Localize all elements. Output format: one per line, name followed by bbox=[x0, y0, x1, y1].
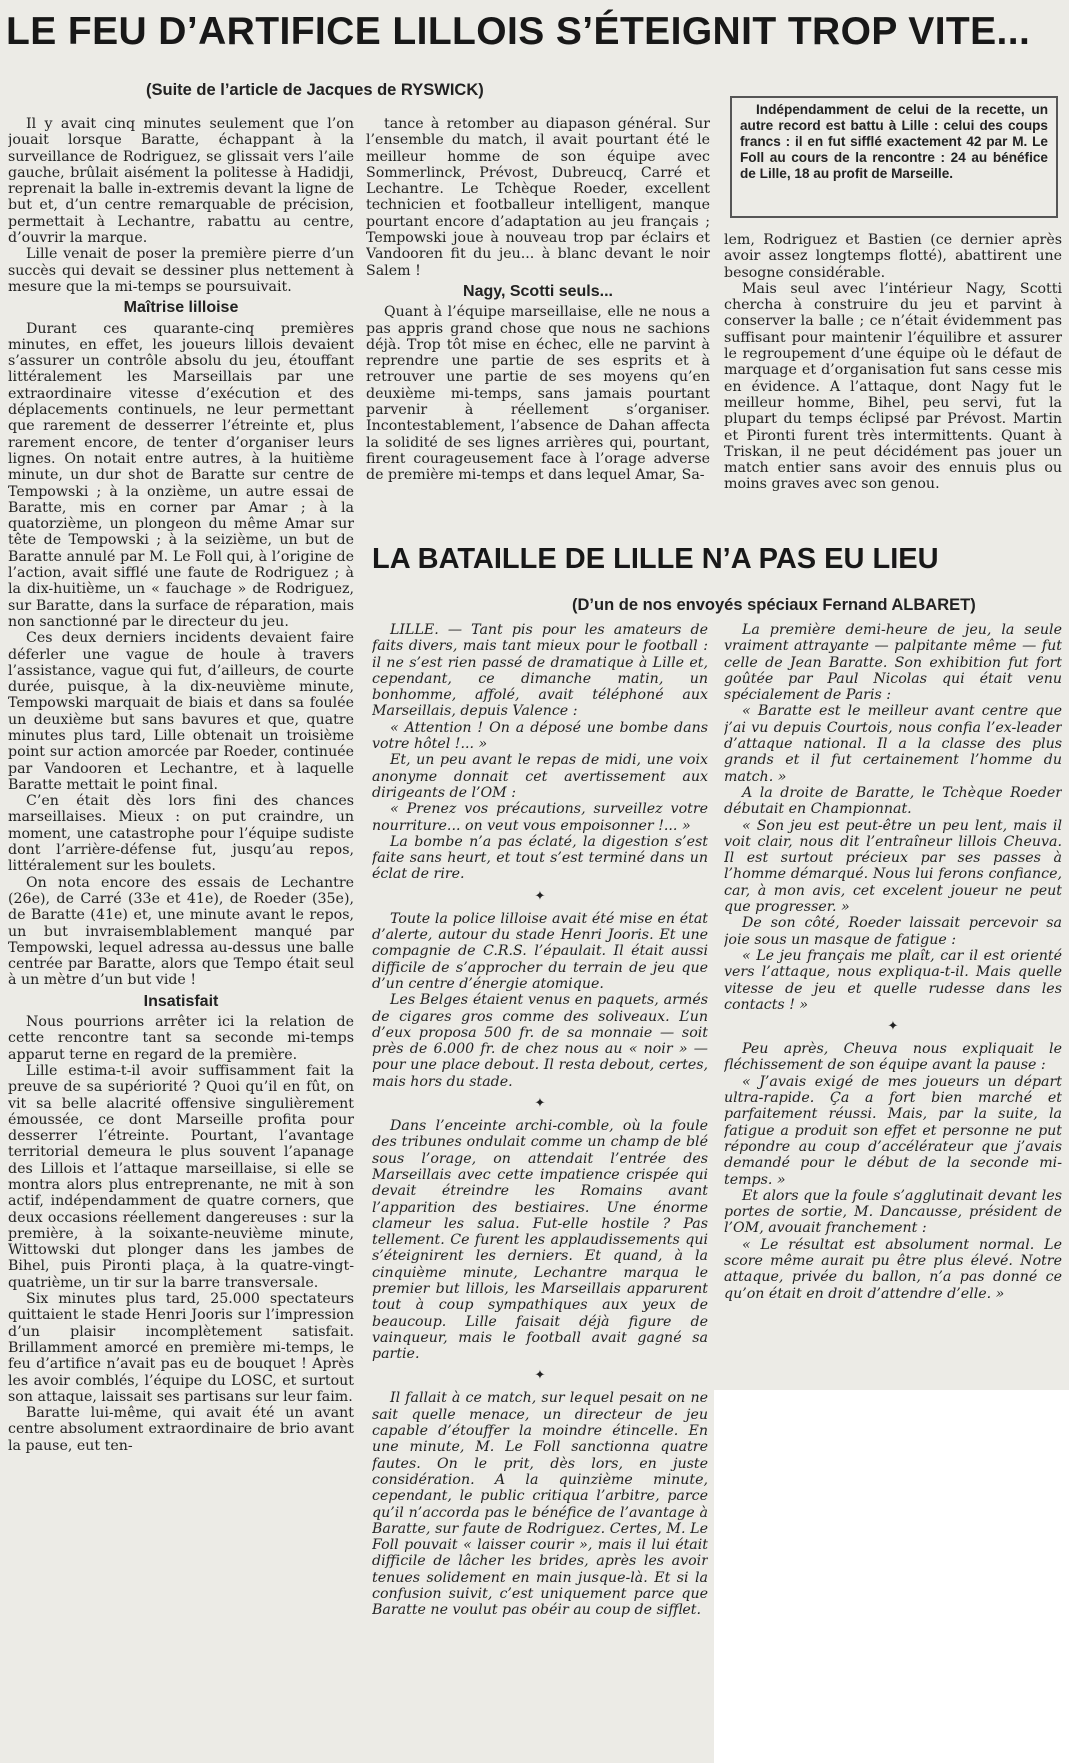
paragraph: Il fallait à ce match, sur lequel pesait on ne sait quelle menace, un directeur de jeu capable d’étouffer la moindre étincelle. En une minute, M. Le Foll sanctionna quatre fautes. On le prit, dès lors, en juste considération. A la quinzième minute, cependant, le public critiqua l’arbitre, parce qu’il n’accorda pas le bénéfice de l’avantage à Baratte, sur faute de Rodriguez. Certes, M. Le Foll pouvait « laisser courir », mais il lui était difficile de lâcher les brides, après les avoir tenues solidement en main jusque-là. Et si la confusion suivit, c’est uniquement parce que Baratte ne voulut pas obéir au coup de sifflet. bbox=[372, 1390, 708, 1619]
subheading-maitrise: Maîtrise lilloise bbox=[123, 299, 239, 317]
paragraph: « J’avais exigé de mes joueurs un départ ultra-rapide. Ça a fort bien marché et parfaitement réussi. Mais, par la suite, la fatigue a produit son effet et personne ne put répondre au coup d’accélérateur que j’avais demandé pour le début de la seconde mi-temps. » bbox=[724, 1073, 1062, 1188]
paragraph: « Le jeu français me plaît, car il est orienté vers l’attaque, nous expliqua-t-il. Mais quelle vitesse de jeu et quelle rudesse dans les contacts ! » bbox=[724, 947, 1062, 1013]
paragraph: C’en était dès lors fini des chances marseillaises. Mieux : on put craindre, un moment, une catastrophe pour l’équipe sudiste dont l’arrière-défense fut, jusqu’au repos, littéralement sur les boulets. bbox=[8, 793, 354, 875]
paragraph: « Prenez vos précautions, surveillez votre nourriture... on veut vous empoisonner !... » bbox=[372, 801, 708, 834]
article1-headline: LE FEU D’ARTIFICE LILLOIS S’ÉTEIGNIT TROP VITE... bbox=[6, 10, 1031, 53]
paragraph: On nota encore des essais de Lechantre (26e), de Carré (33e et 41e), de Roeder (35e), de Baratte (41e) et, une minute avant le repos, un but invraisemblablement manqué par Tempowski, lequel adressa au-dessus une balle centrée par Baratte, alors que Tempo était seul à un mètre d’un but vide ! bbox=[8, 874, 354, 989]
article2-column-right bbox=[724, 622, 1062, 1384]
paragraph: Et alors que la foule s’agglutinait devant les portes de sortie, M. Dancausse, président de l’OM, avouait franchement : bbox=[724, 1187, 1062, 1237]
paragraph: La bombe n’a pas éclaté, la digestion s’est faite sans heurt, et tout s’est terminé dans un éclat de rire. bbox=[372, 833, 708, 883]
paragraph: LILLE. — Tant pis pour les amateurs de faits divers, mais tant mieux pour le football : il ne s’est rien passé de dramatique à Lille et, cependant, ce dimanche matin, un bonhomme, affolé, avait téléphoné aux Marseillais, depuis Valence : bbox=[372, 622, 708, 720]
paragraph: Les Belges étaient venus en paquets, armés de cigares gros comme des soliveaux. L’un d’eux proposa 500 fr. de sa monnaie — soit près de 6.000 fr. de chez nous au « noir » — pour une place debout. Il resta debout, certes, mais hors du stade. bbox=[372, 992, 708, 1090]
section-separator: ✦ bbox=[534, 1096, 546, 1112]
paragraph: De son côté, Roeder laissait percevoir sa joie sous un masque de fatigue : bbox=[724, 915, 1062, 948]
paragraph: Il y avait cinq minutes seulement que l’on jouait lorsque Baratte, échappant à la surveillance de Rodriguez, se glissait vers l’aile gauche, brûlait aisément la politesse à Hadidji, reprenait la balle in-extremis devant la ligne de but et, d’un centre remarquable de précision, permettait à Lechantre, rabattu au centre, d’ouvrir la marque. bbox=[8, 116, 354, 247]
paragraph: lem, Rodriguez et Bastien (ce dernier après avoir assez longtemps flotté), abattirent une besogne considérable. bbox=[724, 232, 1062, 281]
paragraph: Ces deux derniers incidents devaient faire déferler une vague de houle à travers l’assistance, vague qui fut, d’ailleurs, de courte durée, puisque, à la dix-neuvième minute, Tempowski marquait de biais et dans sa foulée un deuxième but sans bavures et que, quatre minutes plus tard, Lille obtenait un troisième point sur action amorcée par Roeder, continuée par Vandooren et Lechantre, et à laquelle Baratte mettait le point final. bbox=[8, 630, 354, 793]
article1-byline: (Suite de l’article de Jacques de RYSWICK) bbox=[146, 81, 484, 99]
paragraph: Lille estima-t-il avoir suffisamment fait la preuve de sa supériorité ? Quoi qu’il en fût, on vit sa belle alacrité offensive singulièrement émoussée, ce dont Marseille profita pour desserrer l’étreinte. Pourtant, l’avantage territorial demeura le plus souvent l’apanage des Lillois et l’attaque marseillaise, si elle se montra alors plus entreprenante, ne mit à son actif, indépendamment de quatre corners, que deux occasions réellement dangereuses : sur la première, à la soixante-neuvième minute, Wittowski dut plonger dans les jambes de Bihel, puis Pironti plaça, à la quatre-vingt-quatrième, un tir sur la barre transversale. bbox=[8, 1062, 354, 1291]
paragraph: Et, un peu avant le repas de midi, une voix anonyme donnait cet avertissement aux dirigeants de l’OM : bbox=[372, 752, 708, 801]
section-separator: ✦ bbox=[534, 1368, 546, 1384]
paragraph: Dans l’enceinte archi-comble, où la foule des tribunes ondulait comme un champ de blé sous l’orage, on attendait l’entrée des Marseillais avec cette impatience crispée qui devait étreindre les Romains avant l’apparition des bestiaires. Une énorme clameur les salua. Fut-elle hostile ? Pas tellement. Ce furent les applaudissements qui s’éteignirent les derniers. Et quand, à la cinquième minute, Lechantre marqua le premier but lillois, les Marseillais apparurent tout à coup sympathiques aux yeux de beaucoup. Lille faisait déjà figure de vainqueur, mais le football avait gagné sa partie. bbox=[372, 1118, 708, 1363]
article1-column-1 bbox=[8, 116, 354, 1761]
paragraph: Lille venait de poser la première pierre d’un succès qui devait se dessiner plus nettement à mesure que la mi-temps se poursuivait. bbox=[8, 246, 354, 295]
paragraph: « Attention ! On a déposé une bombe dans votre hôtel !... » bbox=[372, 719, 708, 753]
article2-headline: LA BATAILLE DE LILLE N’A PAS EU LIEU bbox=[372, 543, 939, 575]
paragraph: Mais seul avec l’intérieur Nagy, Scotti chercha à construire du jeu et parvint à conserver la balle ; ce n’était évidemment pas suffisant pour maintenir l’équilibre et assurer le regroupement d’une équipe où le défaut de marquage et d’organisation fut sans cesse mis en évidence. A l’attaque, dont Nagy fut le meilleur homme, Bihel, peu servi, fut la plupart du temps éclipsé par Prévost. Martin et Pironti furent très intermittents. Quant à Triskan, il ne peut décidément pas jouer un match entier sans avoir des ennuis plus ou moins graves avec son genou. bbox=[724, 280, 1062, 493]
paragraph: « Le résultat est absolument normal. Le score même aurait pu être plus élevé. Notre attaque, privée du ballon, n’a pas donné ce qu’on était en droit d’attendre d’elle. » bbox=[724, 1236, 1062, 1302]
paragraph: Toute la police lilloise avait été mise en état d’alerte, autour du stade Henri Jooris. Et une compagnie de C.R.S. l’épaulait. Il était aussi difficile de s’approcher du terrain de jeu que d’un centre d’énergie atomique. bbox=[372, 910, 708, 992]
paragraph: « Baratte est le meilleur avant centre que j’ai vu depuis Courtois, nous confia l’ex-leader d’attaque national. Il a la classe des plus grands et il fut certainement l’homme du match. » bbox=[724, 703, 1062, 785]
section-separator: ✦ bbox=[534, 888, 546, 904]
paragraph: Peu après, Cheuva nous expliquait le fléchissement de son équipe avant la pause : bbox=[724, 1041, 1062, 1074]
article1-column-2 bbox=[366, 116, 710, 536]
section-separator: ✦ bbox=[887, 1019, 899, 1035]
blank-corner bbox=[714, 1390, 1069, 1763]
paragraph: Durant ces quarante-cinq premières minutes, en effet, les joueurs lillois devaient s’assurer un contrôle absolu du jeu, étouffant littéralement les Marseillais par une extraordinaire vitesse d’exécution et des déplacements continuels, ne leur permettant que rarement de desserrer l’étreinte et, plus rarement encore, de tenter d’organiser leurs lignes. On notait entre autres, à la huitième minute, un dur shot de Baratte sur centre de Tempowski ; à la onzième, un autre essai de Baratte, mis en corner par Amar ; à la quatorzième, un plongeon du même Amar sur tête de Tempowski ; à la seizième, un but de Baratte annulé par M. Le Foll qui, à l’origine de l’action, avait sifflé une faute de Rodriguez ; à la dix-huitième, un « fauchage » de Rodriguez, sur Baratte, dans la surface de réparation, mais non sanctionné par le directeur du jeu. bbox=[8, 320, 354, 630]
paragraph: La première demi-heure de jeu, la seule vraiment attrayante — palpitante même — fut celle de Jean Baratte. Son exhibition fut fort goûtée par Paul Nicolas qui était venu spécialement de Paris : bbox=[724, 622, 1062, 704]
paragraph: Baratte lui-même, qui avait été un avant centre absolument extraordinaire de brio avant la pause, eut ten- bbox=[8, 1405, 354, 1454]
record-note-box bbox=[730, 96, 1058, 218]
paragraph: A la droite de Baratte, le Tchèque Roeder débutait en Championnat. bbox=[724, 784, 1062, 818]
subheading-insatisfait: Insatisfait bbox=[143, 992, 219, 1010]
article2-column-left bbox=[372, 622, 708, 1760]
article1-column-3 bbox=[724, 232, 1062, 532]
box-text: Indépendamment de celui de la recette, un autre record est battu à Lille : celui des coups francs : il en fut sifflé exactement 42 par M. Le Foll au cours de la rencontre : 24 au bénéfice de Lille, 18 au profit de Marseille. bbox=[740, 102, 1048, 181]
subheading-nagy-scotti: Nagy, Scotti seuls... bbox=[463, 282, 613, 300]
paragraph: « Son jeu est peut-être un peu lent, mais il voit clair, nous dit l’entraîneur lillois Cheuva. Il est surtout précieux par ses passes à l’homme démarqué. Nous lui ferons confiance, car, à mon avis, cet excelent joueur ne peut que progresser. » bbox=[724, 817, 1062, 916]
paragraph: Nous pourrions arrêter ici la relation de cette rencontre tant sa seconde mi-temps apparut terne en regard de la première. bbox=[8, 1014, 354, 1063]
paragraph: Six minutes plus tard, 25.000 spectateurs quittaient le stade Henri Jooris sur l’impression d’un plaisir incomplètement satisfait. Brillamment amorcé en première mi-temps, le feu d’artifice n’avait pas eu de bouquet ! Après les avoir comblés, l’équipe du LOSC, et surtout son attaque, laissait ses partisans sur leur faim. bbox=[8, 1291, 354, 1405]
paragraph: tance à retomber au diapason général. Sur l’ensemble du match, il avait pourtant été le meilleur homme de son équipe avec Sommerlinck, Prévost, Dubreucq, Carré et Lechantre. Le Tchèque Roeder, excellent technicien et footballeur intelligent, manque pourtant encore d’adaptation au jeu français ; Tempowski joue à nouveau trop par éclairs et Vandooren fit du jeu... à blanc devant le noir Salem ! bbox=[366, 116, 710, 279]
article2-byline: (D’un de nos envoyés spéciaux Fernand ALBARET) bbox=[572, 596, 976, 614]
paragraph: Quant à l’équipe marseillaise, elle ne nous a pas appris grand chose que nous ne sachions déjà. Trop tôt mise en échec, elle ne parvint à reprendre une partie de ses esprits et à retrouver une partie de ses moyens qu’en deuxième mi-temps, sans jamais pourtant parvenir à réellement s’organiser. Incontestablement, l’absence de Dahan affecta la solidité de ses lignes arrières qui, pourtant, firent courageusement face à l’orage adverse de première mi-temps et dans lequel Amar, Sa- bbox=[366, 304, 710, 484]
